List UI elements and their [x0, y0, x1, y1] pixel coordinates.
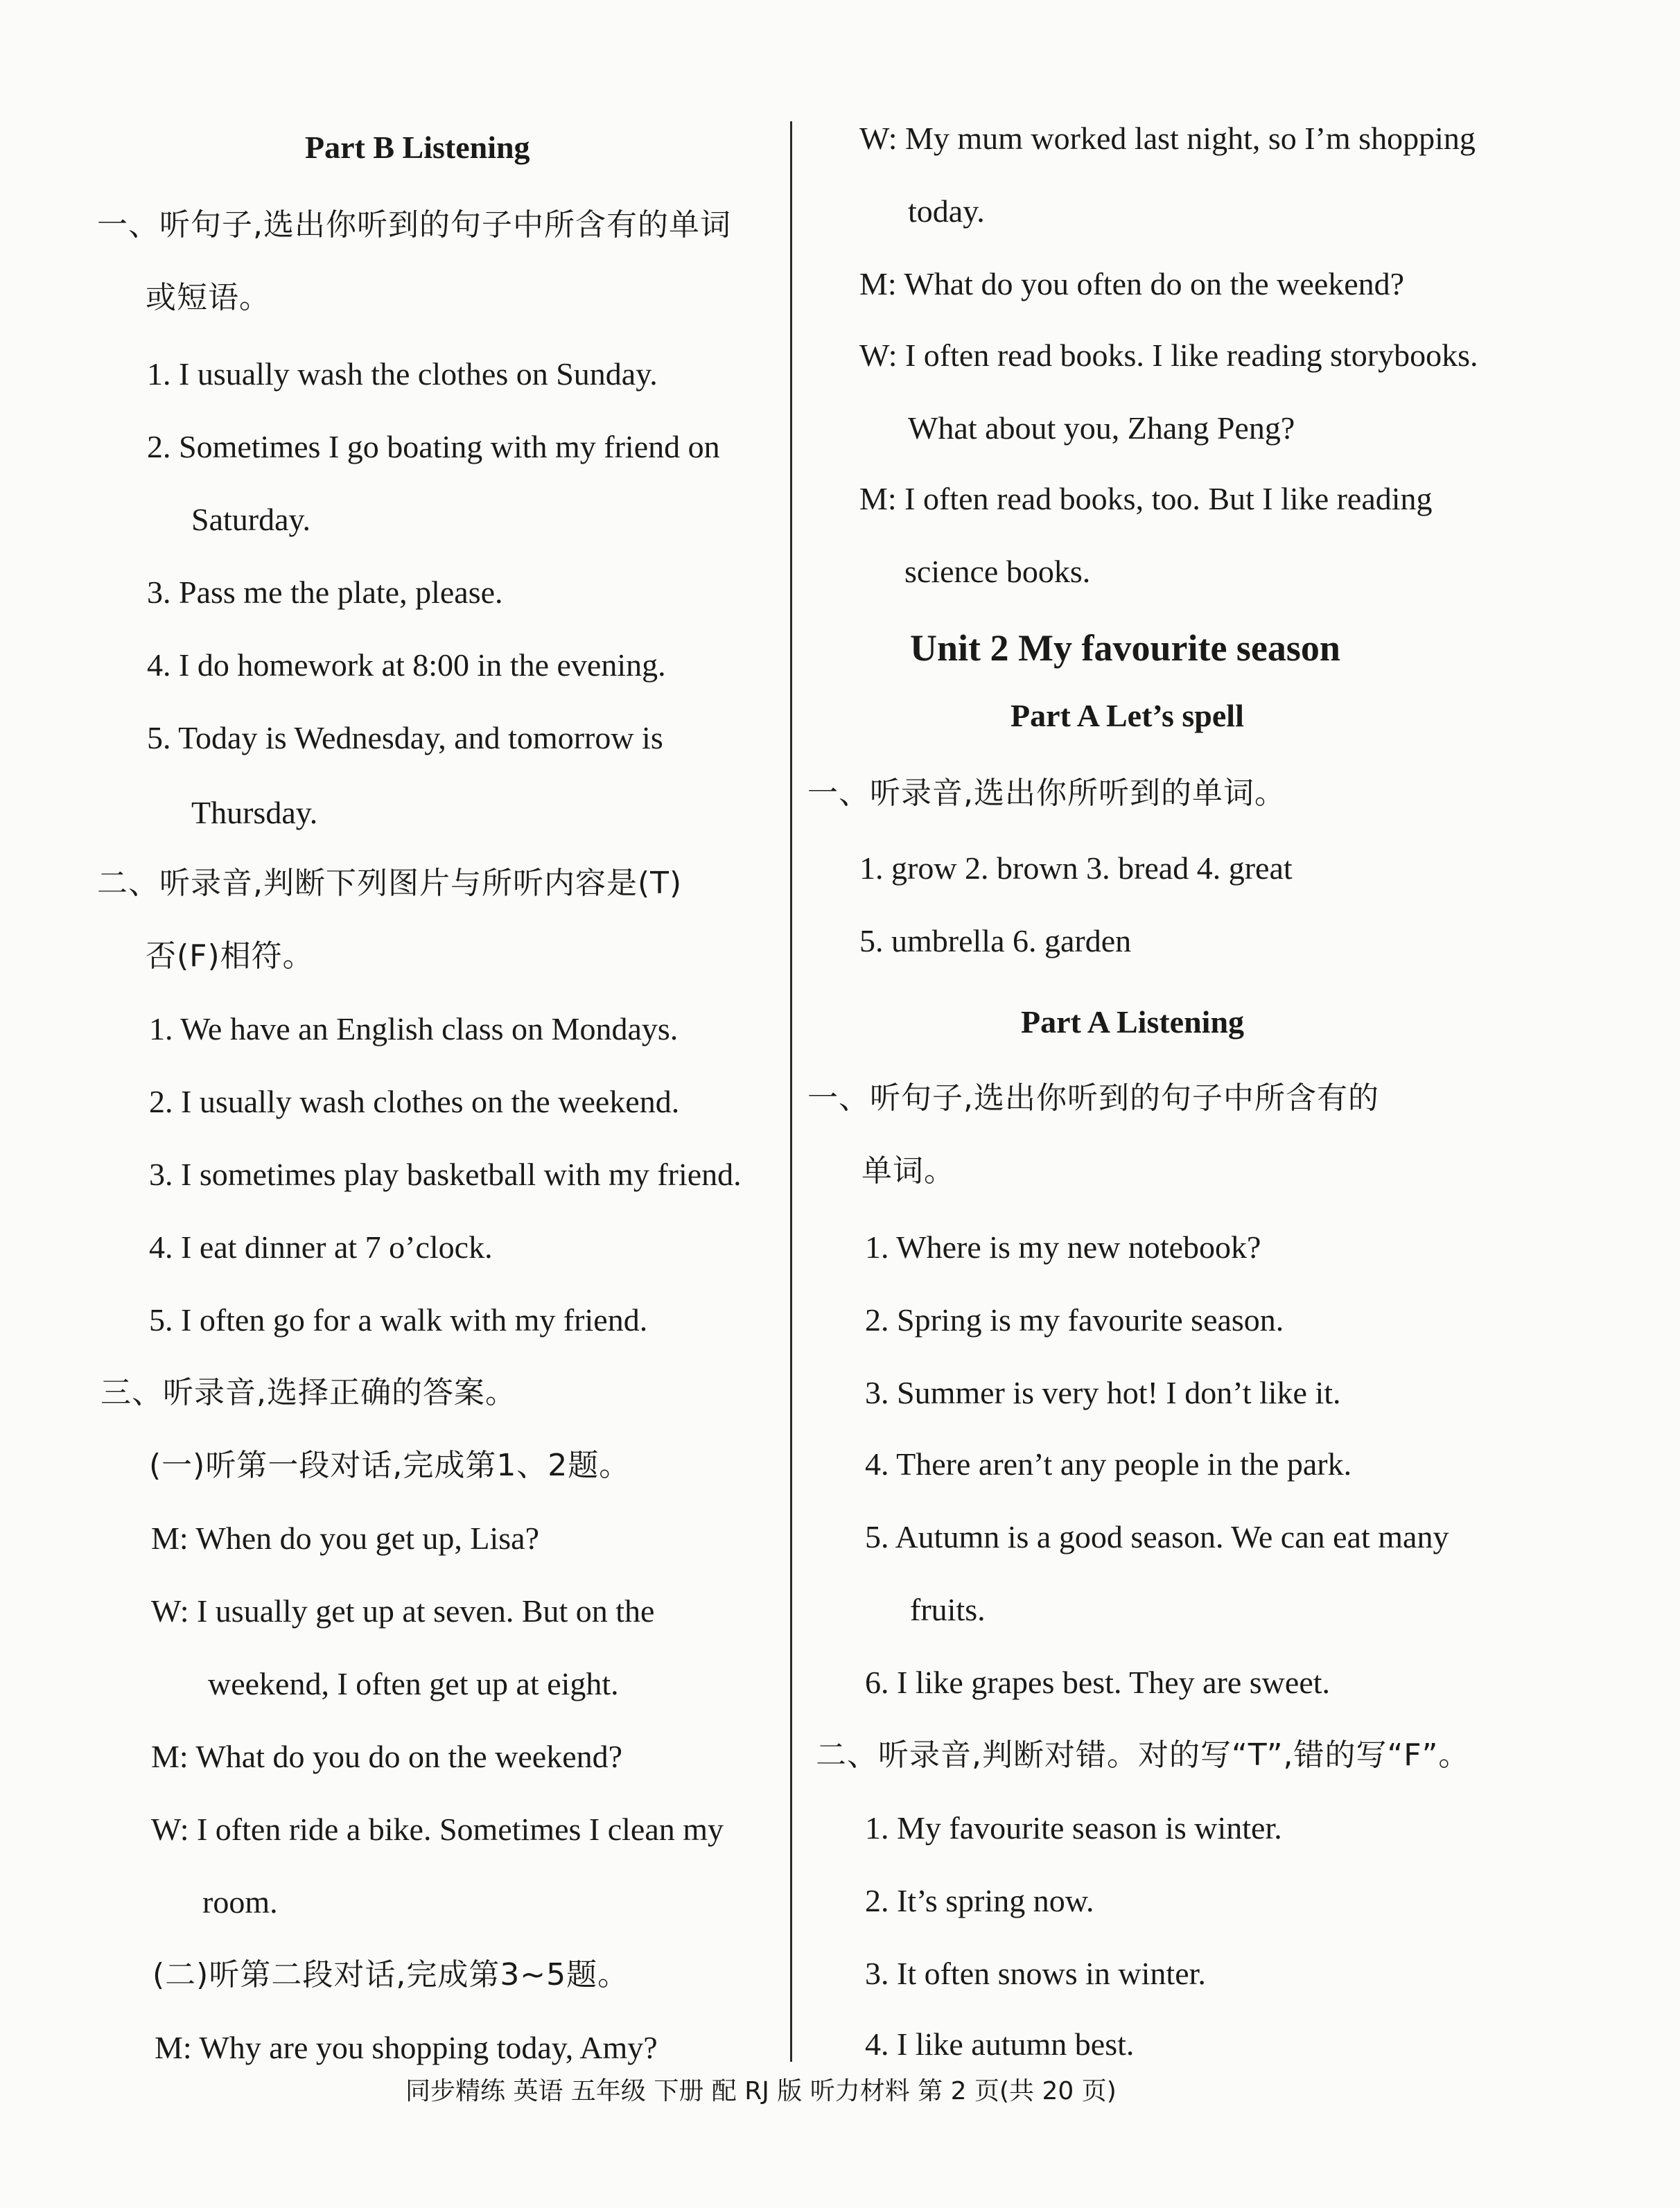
- column-divider: [790, 121, 792, 2062]
- text-line: weekend, I often get up at eight.: [208, 1666, 619, 1701]
- text-line: Saturday.: [191, 502, 311, 537]
- text-line: M: What do you do on the weekend?: [151, 1739, 623, 1774]
- text-line: 2. Sometimes I go boating with my friend on: [147, 429, 720, 464]
- text-line: room.: [202, 1884, 278, 1920]
- text-line: 2. Spring is my favourite season.: [865, 1302, 1284, 1338]
- section-heading: Part A Let’s spell: [1010, 698, 1244, 733]
- text-line: 4. I eat dinner at 7 o’clock.: [149, 1229, 493, 1265]
- text-line: W: My mum worked last night, so I’m shopping: [859, 121, 1476, 156]
- text-line: W: I often ride a bike. Sometimes I clean my: [151, 1812, 724, 1847]
- text-line: 或短语。: [146, 280, 270, 315]
- text-line: What about you, Zhang Peng?: [908, 410, 1295, 446]
- text-line: 5. Today is Wednesday, and tomorrow is: [147, 720, 663, 755]
- text-line: 三、听录音,选择正确的答案。: [100, 1375, 516, 1410]
- text-line: 3. Summer is very hot! I don’t like it.: [865, 1375, 1341, 1410]
- text-line: (一)听第一段对话,完成第1、2题。: [149, 1448, 631, 1483]
- text-line: 二、听录音,判断对错。对的写“T”,错的写“F”。: [816, 1737, 1470, 1773]
- text-line: 3. Pass me the plate, please.: [147, 575, 503, 610]
- text-line: W: I usually get up at seven. But on the: [151, 1593, 655, 1629]
- text-line: 2. It’s spring now.: [865, 1883, 1094, 1918]
- text-line: 2. I usually wash clothes on the weekend.: [149, 1084, 680, 1119]
- text-line: M: What do you often do on the weekend?: [859, 266, 1405, 301]
- text-line: 5. Autumn is a good season. We can eat many: [865, 1519, 1449, 1554]
- text-line: M: When do you get up, Lisa?: [151, 1521, 539, 1556]
- text-line: 1. grow 2. brown 3. bread 4. great: [859, 850, 1293, 886]
- section-heading: Part B Listening: [305, 130, 530, 165]
- text-line: 1. We have an English class on Mondays.: [149, 1011, 679, 1046]
- text-line: 1. My favourite season is winter.: [865, 1810, 1282, 1846]
- text-line: fruits.: [910, 1592, 986, 1627]
- text-line: W: I often read books. I like reading storybooks.: [859, 338, 1478, 373]
- text-line: M: I often read books, too. But I like reading: [859, 481, 1433, 516]
- text-line: 4. There aren’t any people in the park.: [865, 1446, 1352, 1482]
- text-line: 单词。: [861, 1153, 955, 1189]
- page-footer: 同步精练 英语 五年级 下册 配 RJ 版 听力材料 第 2 页(共 20 页): [405, 2077, 1117, 2105]
- text-line: 3. I sometimes play basketball with my friend.: [149, 1157, 742, 1192]
- text-line: 否(F)相符。: [146, 938, 314, 974]
- text-line: 1. I usually wash the clothes on Sunday.: [147, 356, 658, 392]
- text-line: 二、听录音,判断下列图片与所听内容是(T): [97, 866, 683, 901]
- text-line: today.: [908, 193, 985, 229]
- text-line: 一、听录音,选出你所听到的单词。: [807, 776, 1286, 811]
- text-line: 一、听句子,选出你听到的句子中所含有的: [807, 1080, 1379, 1116]
- section-heading: Unit 2 My favourite season: [910, 627, 1340, 669]
- section-heading: Part A Listening: [1021, 1004, 1245, 1040]
- text-line: 3. It often snows in winter.: [865, 1956, 1206, 1991]
- text-line: 4. I do homework at 8:00 in the evening.: [147, 647, 666, 683]
- text-line: 5. umbrella 6. garden: [859, 923, 1132, 958]
- text-line: 一、听句子,选出你听到的句子中所含有的单词: [97, 207, 731, 243]
- text-line: (二)听第二段对话,完成第3~5题。: [152, 1957, 629, 1992]
- text-line: science books.: [904, 554, 1091, 589]
- text-line: 6. I like grapes best. They are sweet.: [865, 1665, 1331, 1700]
- text-line: Thursday.: [191, 795, 318, 830]
- text-line: 5. I often go for a walk with my friend.: [149, 1302, 648, 1338]
- text-line: M: Why are you shopping today, Amy?: [155, 2030, 658, 2065]
- text-line: 4. I like autumn best.: [865, 2026, 1135, 2062]
- text-line: 1. Where is my new notebook?: [865, 1229, 1261, 1265]
